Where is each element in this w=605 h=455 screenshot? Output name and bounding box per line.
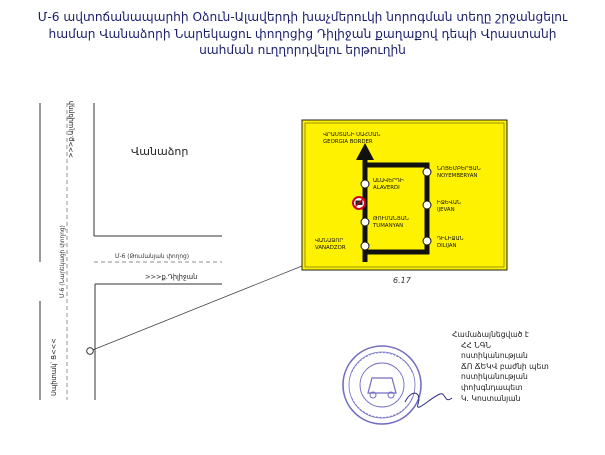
sign-tumanyan-hy: ԹՈՒՄԱՆՅԱՆ — [373, 216, 409, 222]
title-line-2: համար Վանաձորի Նարեկացու փողոցից Դիլիջան քաղաքով դեպի Վրաստանի — [48, 26, 557, 41]
approval-line-6: փոխգնդապետ — [461, 382, 523, 392]
label-road-dilijan: >>>ք.Դիլիջան — [145, 273, 198, 281]
approval-line-5: ոստիկանության — [461, 372, 528, 382]
sign-dilijan-en: DILIJAN — [437, 243, 457, 249]
sign-border-hy: ՎՐԱՍՏԱՆԻ ՍԱՀՄԱՆ — [323, 132, 381, 138]
sign-ijevan-en: IJEVAN — [437, 207, 455, 213]
sign-vanadzor-hy: ՎԱՆԱՁՈՐ — [315, 238, 344, 244]
sign-noyemberyan-hy: ՆՈՅԵՄԲԵՐՅԱՆ — [437, 166, 481, 172]
approval-line-2: ՀՀ ՆԳՆ — [461, 340, 492, 350]
road-sign-6-17 — [302, 120, 507, 270]
sign-dilijan-hy: ԴԻԼԻՋԱՆ — [437, 236, 464, 242]
sign-caption: 6.17 — [393, 276, 411, 285]
point-ijevan — [423, 201, 431, 209]
label-road-spitak: Սպիտակ՝ Ց<<< — [50, 338, 58, 396]
label-road-tumanyan: Մ-6 (Թումանյան փողոց) — [115, 254, 189, 260]
sign-border-en: GEORGIA BORDER — [323, 139, 373, 145]
label-city-vanadzor: Վանաձոր — [131, 145, 189, 158]
road-closed-icon — [353, 197, 365, 209]
label-road-narekatsi: Մ-6 (Նարեկացի փողոց) — [60, 225, 66, 298]
sign-alaverdi-hy: ԱԼԱՎԵՐԴԻ — [373, 178, 404, 184]
label-road-alaverdi: >>>ք.Ալավերդի — [67, 100, 75, 158]
approval-line-1: Համաձայնեցված է — [452, 330, 529, 339]
point-dilijan — [423, 237, 431, 245]
approval-line-7: Կ. Կոստանյան — [461, 393, 521, 403]
point-tumanyan — [361, 218, 369, 226]
sign-vanadzor-en: VANADZOR — [315, 245, 346, 251]
sign-tumanyan-en: TUMANYAN — [373, 223, 404, 229]
title-line-1: Մ-6 ավտոճանապարհի Օձուն-Ալավերդի խաչմերուկի նորոգման տեղը շրջանցելու — [37, 10, 568, 24]
title-line-3: սահման ուղղորդվելու երթուղին — [199, 43, 406, 57]
police-stamp — [343, 346, 421, 424]
point-vanadzor — [361, 242, 369, 250]
sign-alaverdi-en: ALAVERDI — [373, 185, 400, 191]
approval-line-3: ոստիկանության — [461, 351, 528, 361]
point-noyemberyan — [423, 168, 431, 176]
signature — [405, 393, 452, 407]
point-alaverdi — [361, 180, 369, 188]
sign-ijevan-hy: ԻՋԵՎԱՆ — [437, 200, 461, 206]
approval-line-4: ՃՈ ՃԵԿՎ բաժնի պետ — [461, 361, 549, 371]
junction-point — [87, 348, 94, 355]
sign-noyemberyan-en: NOYEMBERYAN — [437, 173, 478, 179]
approval-block — [452, 330, 549, 404]
